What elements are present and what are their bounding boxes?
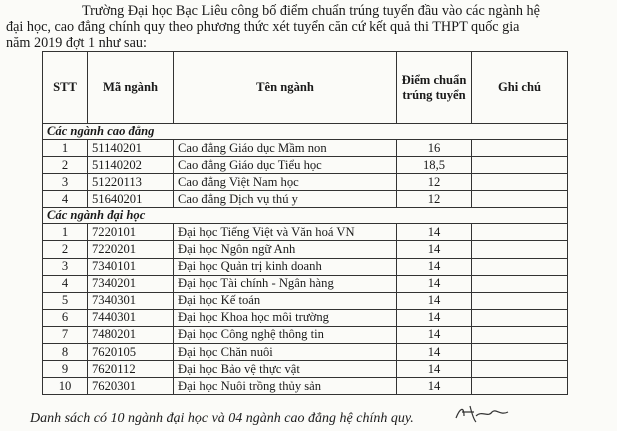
- cell-ten-nganh: Đại học Công nghệ thông tin: [174, 326, 397, 343]
- cell-stt: 8: [43, 344, 88, 361]
- cell-stt: 1: [43, 224, 88, 241]
- cell-ma-nganh: 7620112: [88, 361, 174, 378]
- table-header-row: [43, 52, 568, 124]
- cell-ma-nganh: 51220113: [88, 174, 174, 191]
- cell-stt: 3: [43, 174, 88, 191]
- cell-ma-nganh: 7480201: [88, 326, 174, 343]
- cell-stt: 4: [43, 191, 88, 208]
- cell-ten-nganh: Cao đẳng Dịch vụ thú y: [174, 191, 397, 208]
- cell-ten-nganh: Cao đẳng Giáo dục Tiểu học: [174, 157, 397, 174]
- cell-ghi-chu: [472, 224, 568, 241]
- cell-diem: 18,5: [397, 157, 472, 174]
- cell-diem: 14: [397, 378, 472, 395]
- cell-ghi-chu: [472, 326, 568, 343]
- cell-ghi-chu: [472, 344, 568, 361]
- cell-ten-nganh: Đại học Bảo vệ thực vật: [174, 361, 397, 378]
- cell-diem: 14: [397, 241, 472, 258]
- table-row: [43, 258, 568, 275]
- cell-ghi-chu: [472, 174, 568, 191]
- intro-line-3: năm 2019 đợt 1 như sau:: [6, 35, 147, 51]
- cell-ghi-chu: [472, 258, 568, 275]
- cell-stt: 3: [43, 258, 88, 275]
- cell-ma-nganh: 7220201: [88, 241, 174, 258]
- cell-ghi-chu: [472, 241, 568, 258]
- cell-ghi-chu: [472, 275, 568, 292]
- cell-ghi-chu: [472, 361, 568, 378]
- cell-diem: 14: [397, 258, 472, 275]
- cell-diem: 14: [397, 309, 472, 326]
- table-row: [43, 361, 568, 378]
- cell-stt: 9: [43, 361, 88, 378]
- table-row: [43, 275, 568, 292]
- table-row: [43, 157, 568, 174]
- table-row: [43, 224, 568, 241]
- cell-stt: 2: [43, 157, 88, 174]
- cell-stt: 4: [43, 275, 88, 292]
- cell-ten-nganh: Đại học Quản trị kinh doanh: [174, 258, 397, 275]
- group-row-dai-hoc: [43, 208, 568, 224]
- header-stt: STT: [43, 52, 88, 124]
- cell-ten-nganh: Đại học Ngôn ngữ Anh: [174, 241, 397, 258]
- table-row: [43, 326, 568, 343]
- cell-diem: 16: [397, 140, 472, 157]
- group-label: Các ngành đại học: [43, 208, 568, 224]
- cell-ma-nganh: 51640201: [88, 191, 174, 208]
- group-row-cao-dang: [43, 124, 568, 140]
- cell-stt: 5: [43, 292, 88, 309]
- table-row: [43, 191, 568, 208]
- table-row: [43, 174, 568, 191]
- table-row: [43, 140, 568, 157]
- cell-stt: 6: [43, 309, 88, 326]
- cell-ma-nganh: 7220101: [88, 224, 174, 241]
- cell-ten-nganh: Cao đẳng Việt Nam học: [174, 174, 397, 191]
- table-row: [43, 344, 568, 361]
- intro-paragraph: [6, 3, 612, 51]
- header-ten-nganh: Tên ngành: [174, 52, 397, 124]
- cell-diem: 14: [397, 344, 472, 361]
- cell-diem: 14: [397, 224, 472, 241]
- cell-ma-nganh: 51140202: [88, 157, 174, 174]
- cell-ma-nganh: 7440301: [88, 309, 174, 326]
- cell-stt: 10: [43, 378, 88, 395]
- cell-ghi-chu: [472, 191, 568, 208]
- cell-ghi-chu: [472, 378, 568, 395]
- admission-score-table: [42, 51, 568, 395]
- cell-diem: 14: [397, 292, 472, 309]
- cell-diem: 14: [397, 361, 472, 378]
- table-row: [43, 309, 568, 326]
- cell-ten-nganh: Đại học Chăn nuôi: [174, 344, 397, 361]
- header-diem-chuan: Điểm chuẩn trúng tuyển: [397, 52, 472, 124]
- cell-ten-nganh: Cao đẳng Giáo dục Mầm non: [174, 140, 397, 157]
- cell-ten-nganh: Đại học Nuôi trồng thủy sản: [174, 378, 397, 395]
- cell-ghi-chu: [472, 292, 568, 309]
- cell-ma-nganh: 51140201: [88, 140, 174, 157]
- cell-diem: 12: [397, 191, 472, 208]
- cell-ghi-chu: [472, 157, 568, 174]
- cell-ten-nganh: Đại học Khoa học môi trường: [174, 309, 397, 326]
- header-ma-nganh: Mã ngành: [88, 52, 174, 124]
- cell-ghi-chu: [472, 309, 568, 326]
- cell-ten-nganh: Đại học Kế toán: [174, 292, 397, 309]
- intro-line-2: đại học, cao đẳng chính quy theo phương thức xét tuyển căn cứ kết quả thi THPT quốc gia: [6, 19, 520, 35]
- cell-stt: 7: [43, 326, 88, 343]
- table-row: [43, 378, 568, 395]
- cell-diem: 12: [397, 174, 472, 191]
- cell-ma-nganh: 7620301: [88, 378, 174, 395]
- cell-ma-nganh: 7340301: [88, 292, 174, 309]
- intro-line-1: Trường Đại học Bạc Liêu công bố điểm chuẩn trúng tuyển đầu vào các ngành hệ: [82, 3, 540, 19]
- table-row: [43, 241, 568, 258]
- footer-note: Danh sách có 10 ngành đại học và 04 ngành cao đẳng hệ chính quy.: [30, 411, 414, 426]
- cell-diem: 14: [397, 275, 472, 292]
- cell-ma-nganh: 7620105: [88, 344, 174, 361]
- cell-ten-nganh: Đại học Tài chính - Ngân hàng: [174, 275, 397, 292]
- cell-stt: 2: [43, 241, 88, 258]
- group-label: Các ngành cao đẳng: [43, 124, 568, 140]
- cell-stt: 1: [43, 140, 88, 157]
- table-row: [43, 292, 568, 309]
- header-ghi-chu: Ghi chú: [472, 52, 568, 124]
- handwritten-signature: [452, 402, 512, 426]
- cell-ma-nganh: 7340101: [88, 258, 174, 275]
- cell-diem: 14: [397, 326, 472, 343]
- cell-ghi-chu: [472, 140, 568, 157]
- cell-ten-nganh: Đại học Tiếng Việt và Văn hoá VN: [174, 224, 397, 241]
- cell-ma-nganh: 7340201: [88, 275, 174, 292]
